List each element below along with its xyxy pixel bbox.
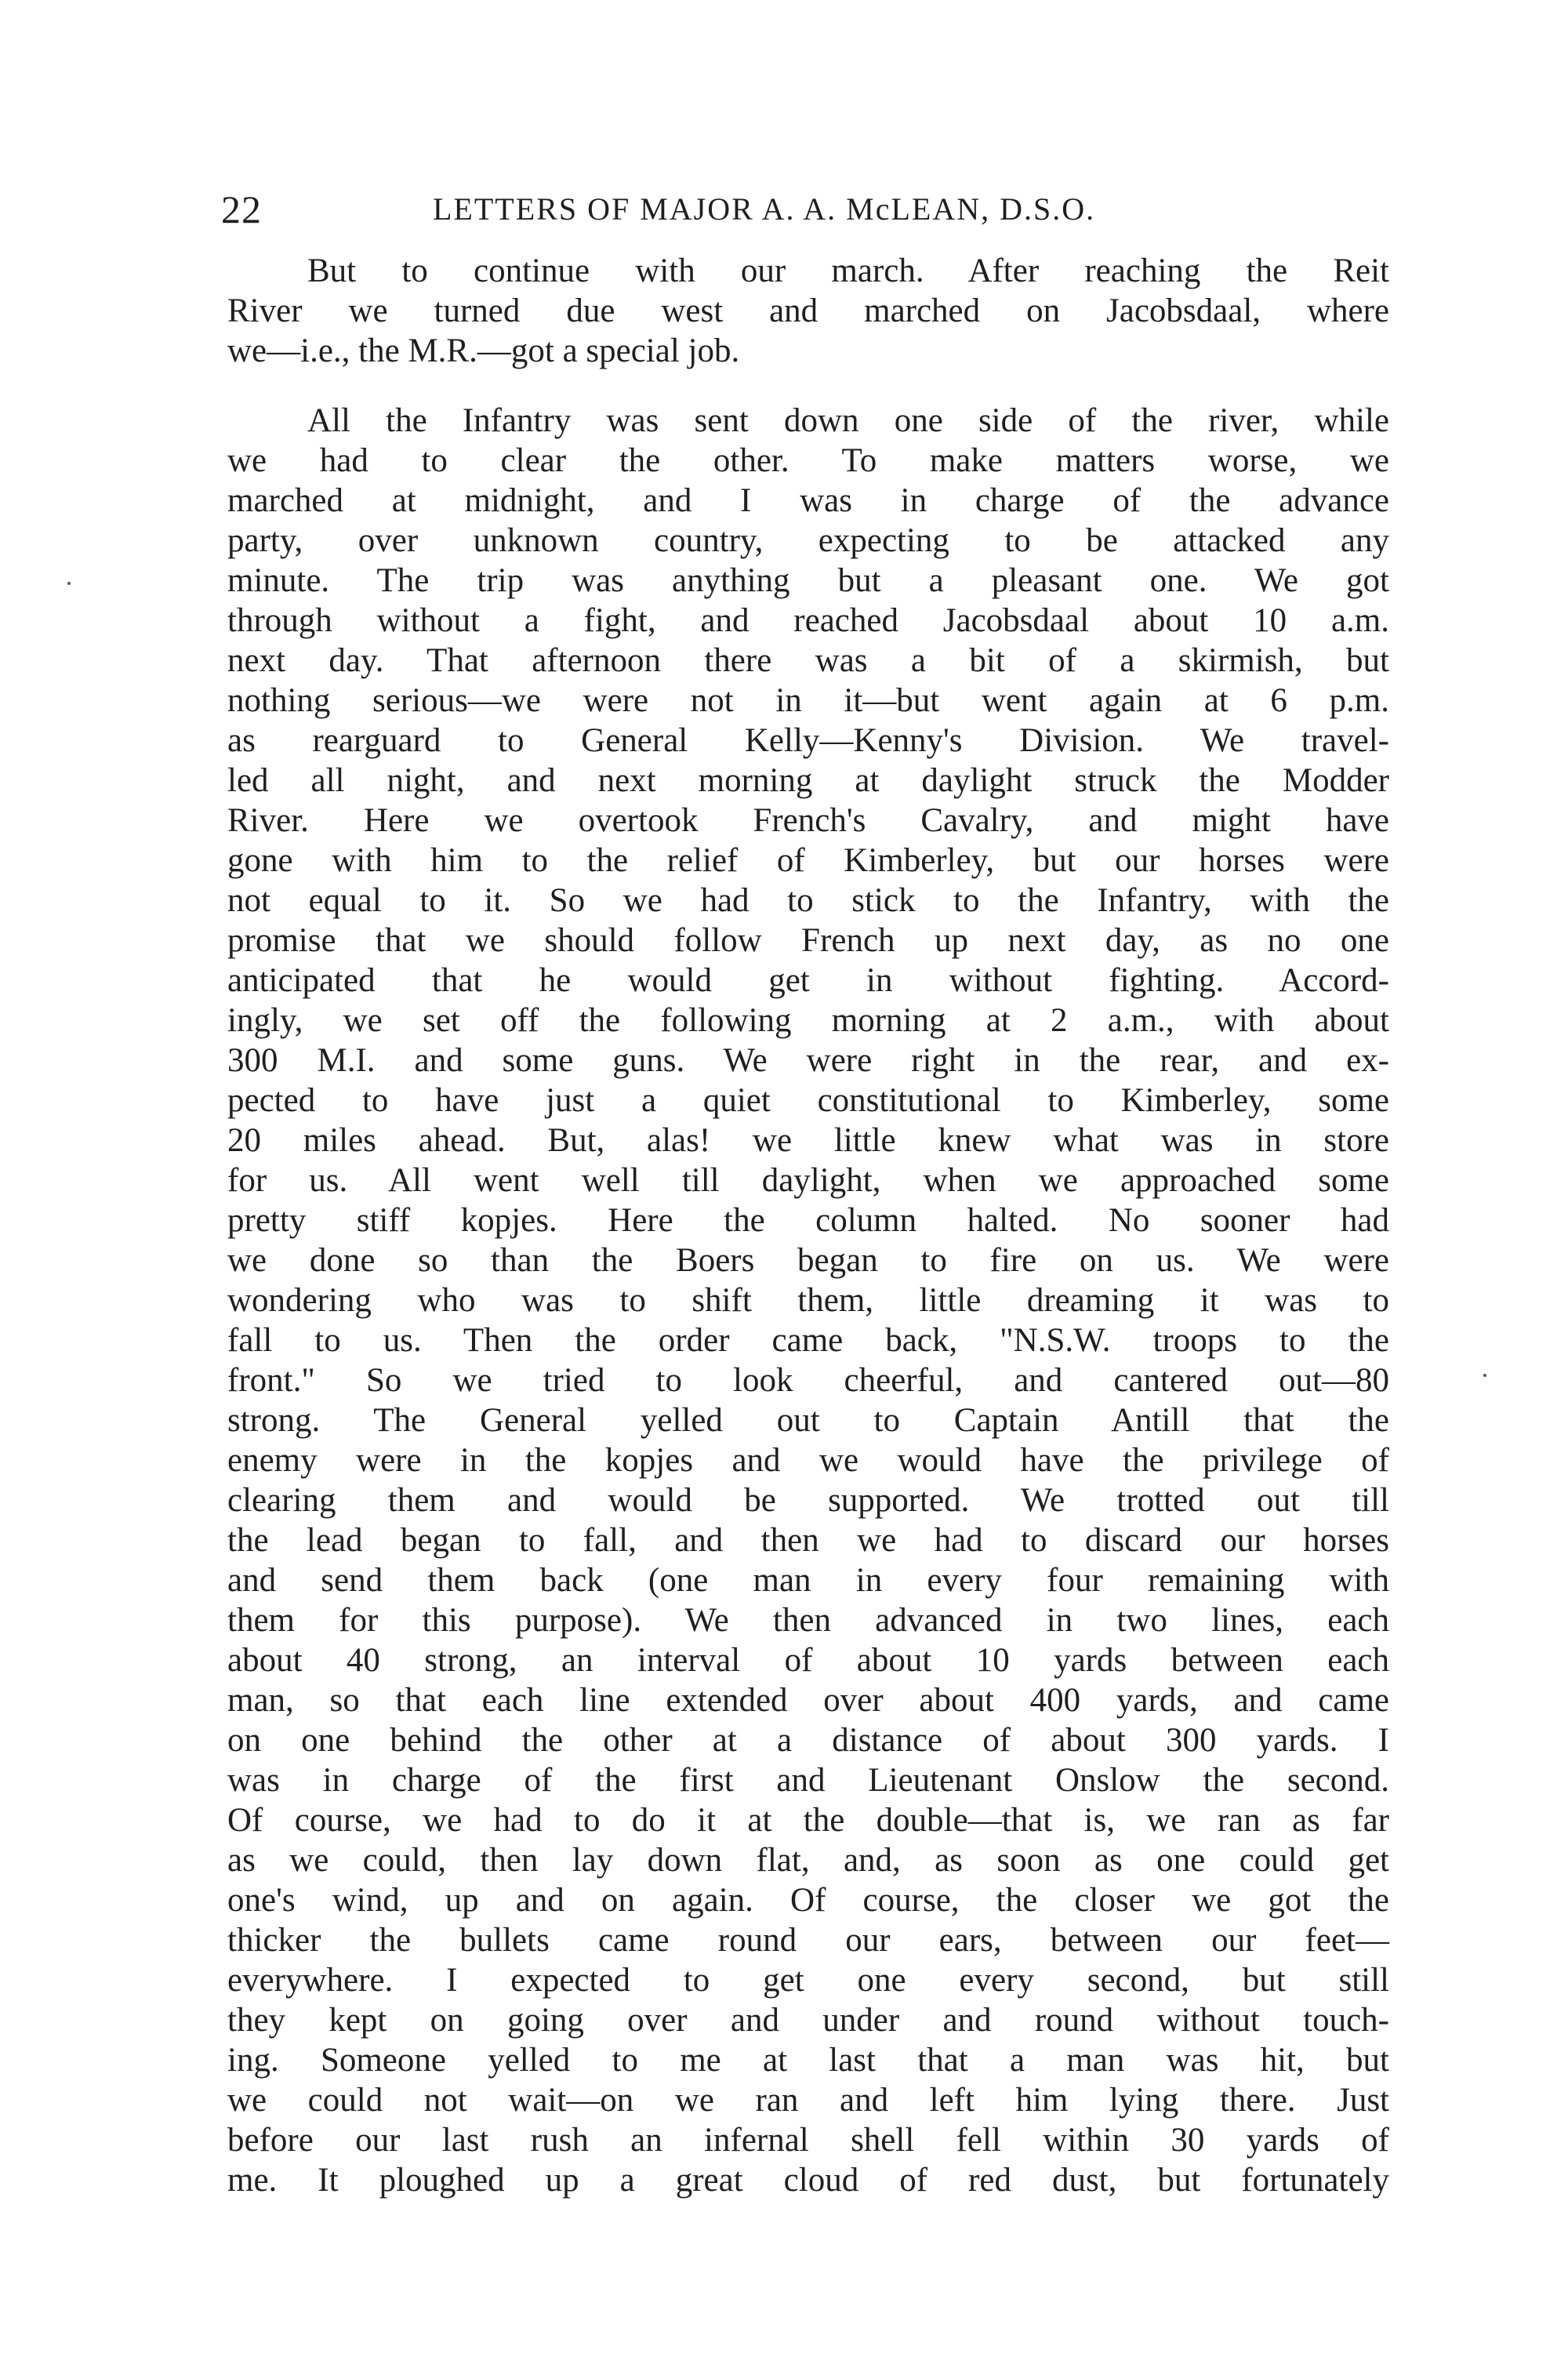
text-line: one's wind, up and on again. Of course, the closer we got the xyxy=(227,1882,1389,1919)
text-line: 300 M.I. and some guns. We were right in the rear, and ex- xyxy=(227,1042,1389,1079)
text-line: as we could, then lay down flat, and, as soon as one could get xyxy=(227,1842,1389,1879)
text-line: them for this purpose). We then advanced in two lines, each xyxy=(227,1602,1389,1639)
text-line: man, so that each line extended over about 400 yards, and came xyxy=(227,1682,1389,1719)
text-line: All the Infantry was sent down one side of the river, while xyxy=(307,402,1389,439)
text-line: thicker the bullets came round our ears, between our feet— xyxy=(227,1922,1389,1959)
text-line: before our last rush an infernal shell fell within 30 yards of xyxy=(227,2122,1389,2159)
text-line: 20 miles ahead. But, alas! we little knew what was in store xyxy=(227,1122,1389,1159)
scan-speck xyxy=(1483,1374,1486,1377)
text-line: led all night, and next morning at daylight struck the Modder xyxy=(227,762,1389,799)
text-line: ing. Someone yelled to me at last that a man was hit, but xyxy=(227,2042,1389,2079)
paragraph-1 xyxy=(227,251,1389,371)
text-line: was in charge of the first and Lieutenant Onslow the second. xyxy=(227,1762,1389,1799)
text-line: River. Here we overtook French's Cavalry, and might have xyxy=(227,802,1389,839)
text-line: front." So we tried to look cheerful, and cantered out—80 xyxy=(227,1362,1389,1399)
text-line: anticipated that he would get in without fighting. Accord- xyxy=(227,962,1389,999)
paragraph-2 xyxy=(227,401,1389,2200)
text-line: gone with him to the relief of Kimberley, but our horses were xyxy=(227,842,1389,879)
text-line: minute. The trip was anything but a pleasant one. We got xyxy=(227,562,1389,599)
text-line: through without a fight, and reached Jacobsdaal about 10 a.m. xyxy=(227,602,1389,639)
text-line: about 40 strong, an interval of about 10 yards between each xyxy=(227,1642,1389,1679)
text-line: and send them back (one man in every four remaining with xyxy=(227,1562,1389,1599)
text-line: me. It ploughed up a great cloud of red dust, but fortunately xyxy=(227,2162,1389,2199)
running-title: LETTERS OF MAJOR A. A. McLEAN, D.S.O. xyxy=(433,191,1096,227)
body-text xyxy=(227,251,1389,2200)
scan-speck xyxy=(67,582,71,585)
text-line: party, over unknown country, expecting to be attacked any xyxy=(227,522,1389,559)
text-line: everywhere. I expected to get one every second, but still xyxy=(227,1962,1389,1999)
text-line: we could not wait—on we ran and left him lying there. Just xyxy=(227,2082,1389,2119)
text-line: clearing them and would be supported. We trotted out till xyxy=(227,1482,1389,1519)
text-line: they kept on going over and under and round without touch- xyxy=(227,2002,1389,2039)
text-line: strong. The General yelled out to Captain Antill that the xyxy=(227,1402,1389,1439)
text-line: next day. That afternoon there was a bit of a skirmish, but xyxy=(227,642,1389,679)
text-line: Of course, we had to do it at the double—that is, we ran as far xyxy=(227,1802,1389,1839)
text-line: we—i.e., the M.R.—got a special job. xyxy=(227,332,740,369)
text-line: as rearguard to General Kelly—Kenny's Division. We travel- xyxy=(227,722,1389,759)
text-line: enemy were in the kopjes and we would have the privilege of xyxy=(227,1442,1389,1479)
text-line: marched at midnight, and I was in charge of the advance xyxy=(227,482,1389,519)
text-line: ingly, we set off the following morning at 2 a.m., with about xyxy=(227,1002,1389,1039)
text-line: River we turned due west and marched on Jacobsdaal, where xyxy=(227,292,1389,329)
text-line: we had to clear the other. To make matters worse, we xyxy=(227,442,1389,479)
text-line: we done so than the Boers began to fire on us. We were xyxy=(227,1242,1389,1279)
text-line: nothing serious—we were not in it—but went again at 6 p.m. xyxy=(227,682,1389,719)
text-line: promise that we should follow French up next day, as no one xyxy=(227,922,1389,959)
text-line: on one behind the other at a distance of about 300 yards. I xyxy=(227,1722,1389,1759)
text-line: not equal to it. So we had to stick to the Infantry, with the xyxy=(227,882,1389,919)
text-line: pretty stiff kopjes. Here the column halted. No sooner had xyxy=(227,1202,1389,1239)
text-line: wondering who was to shift them, little dreaming it was to xyxy=(227,1282,1389,1319)
text-line: for us. All went well till daylight, when we approached some xyxy=(227,1162,1389,1199)
page-number: 22 xyxy=(221,187,262,231)
text-line: pected to have just a quiet constitutional to Kimberley, some xyxy=(227,1082,1389,1119)
text-line: But to continue with our march. After reaching the Reit xyxy=(307,252,1389,289)
text-line: fall to us. Then the order came back, "N.S.W. troops to the xyxy=(227,1322,1389,1359)
running-head xyxy=(221,182,1272,237)
text-line: the lead began to fall, and then we had to discard our horses xyxy=(227,1522,1389,1559)
